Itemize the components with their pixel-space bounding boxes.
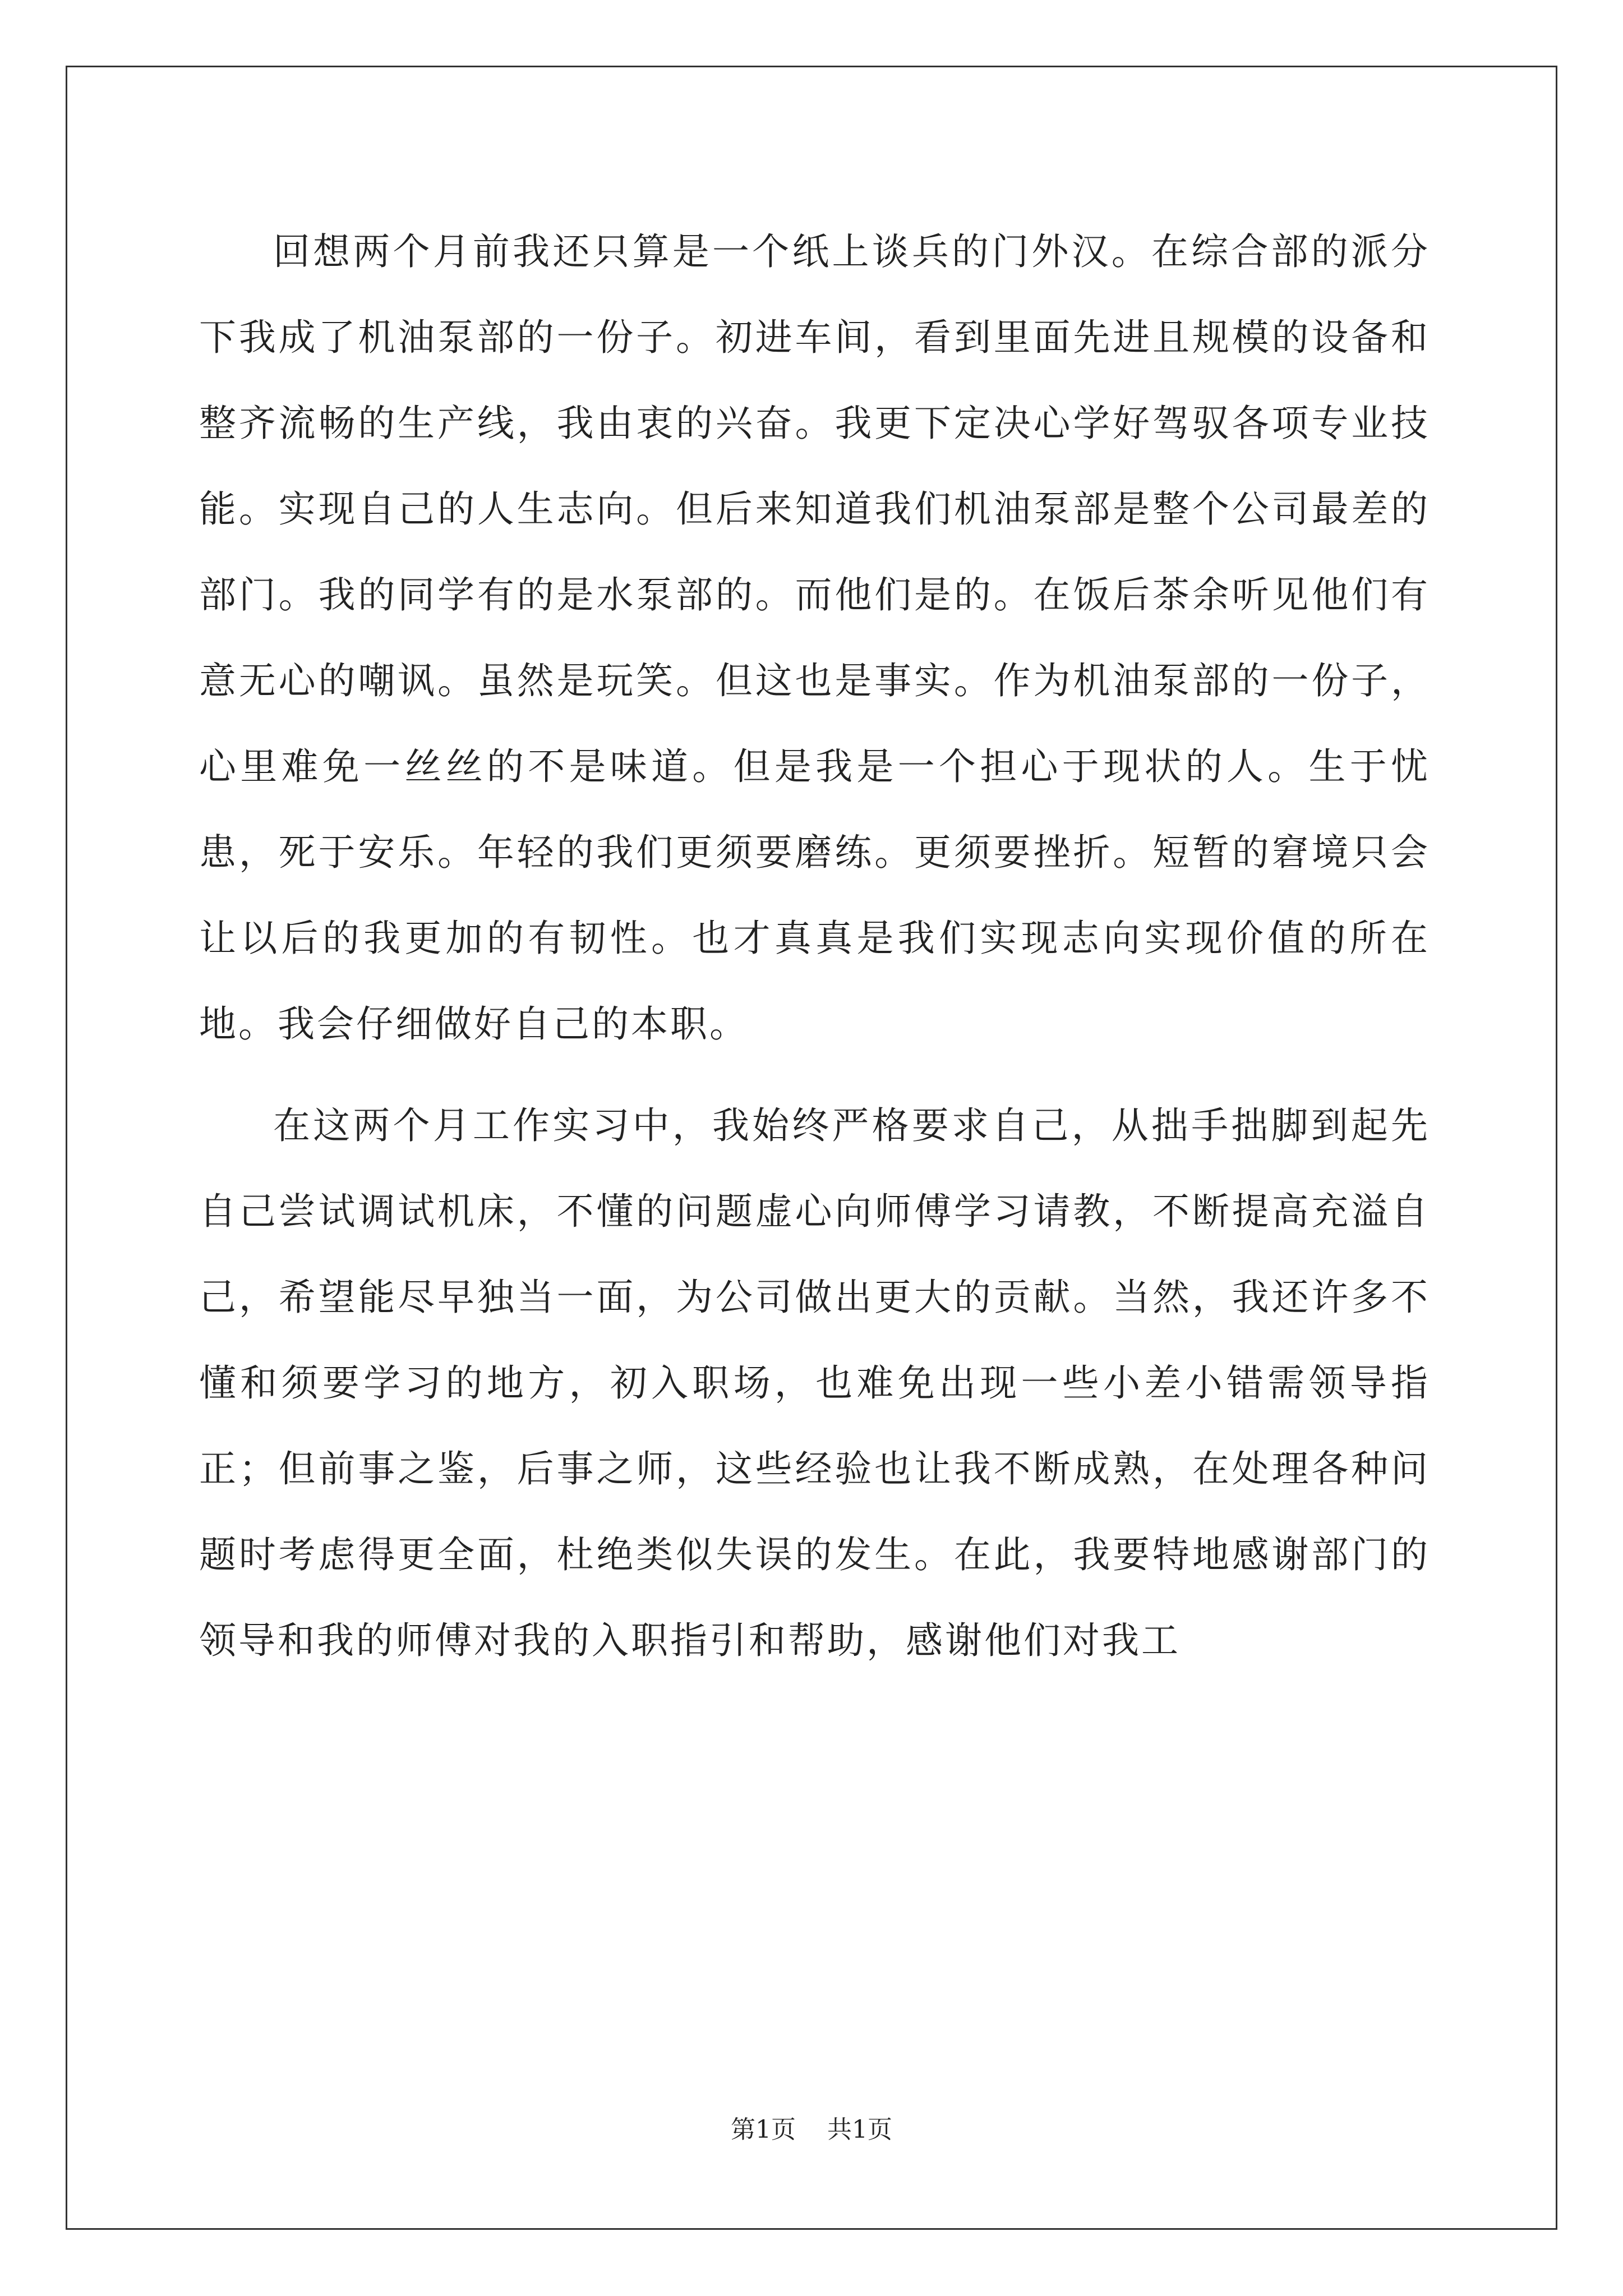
paragraph: 回想两个月前我还只算是一个纸上谈兵的门外汉。在综合部的派分下我成了机油泵部的一份子。初进车间，看到里面先进且规模的设备和整齐流畅的生产线，我由衷的兴奋。我更下定决心学好驾驭各项专业技能。实现自己的人生志向。但后来知道我们机油泵部是整个公司最差的部门。我的同学有的是水泵部的。而他们是的。在饭后茶余听见他们有意无心的嘲讽。虽然是玩笑。但这也是事实。作为机油泵部的一份子，心里难免一丝丝的不是味道。但是我是一个担心于现状的人。生于忧患，死于安乐。年轻的我们更须要磨练。更须要挫折。短暂的窘境只会让以后的我更加的有韧性。也才真真是我们实现志向实现价值的所在地。我会仔细做好自己的本职。	[199, 230, 1430, 1046]
paragraph: 在这两个月工作实习中，我始终严格要求自己，从拙手拙脚到起先自己尝试调试机床，不懂的问题虚心向师傅学习请教，不断提高充溢自己，希望能尽早独当一面，为公司做出更大的贡献。当然，我还许多不懂和须要学习的地方，初入职场，也难免出现一些小差小错需领导指正；但前事之鉴，后事之师，这些经验也让我不断成熟，在处理各种问题时考虑得更全面，杜绝类似失误的发生。在此，我要特地感谢部门的领导和我的师傅对我的入职指引和帮助，感谢他们对我工	[199, 1104, 1430, 1662]
page-number: 第1页	[731, 2115, 796, 2144]
page-footer	[0, 2109, 1623, 2145]
document-body	[199, 209, 1430, 1683]
page-total: 共1页	[827, 2115, 892, 2144]
